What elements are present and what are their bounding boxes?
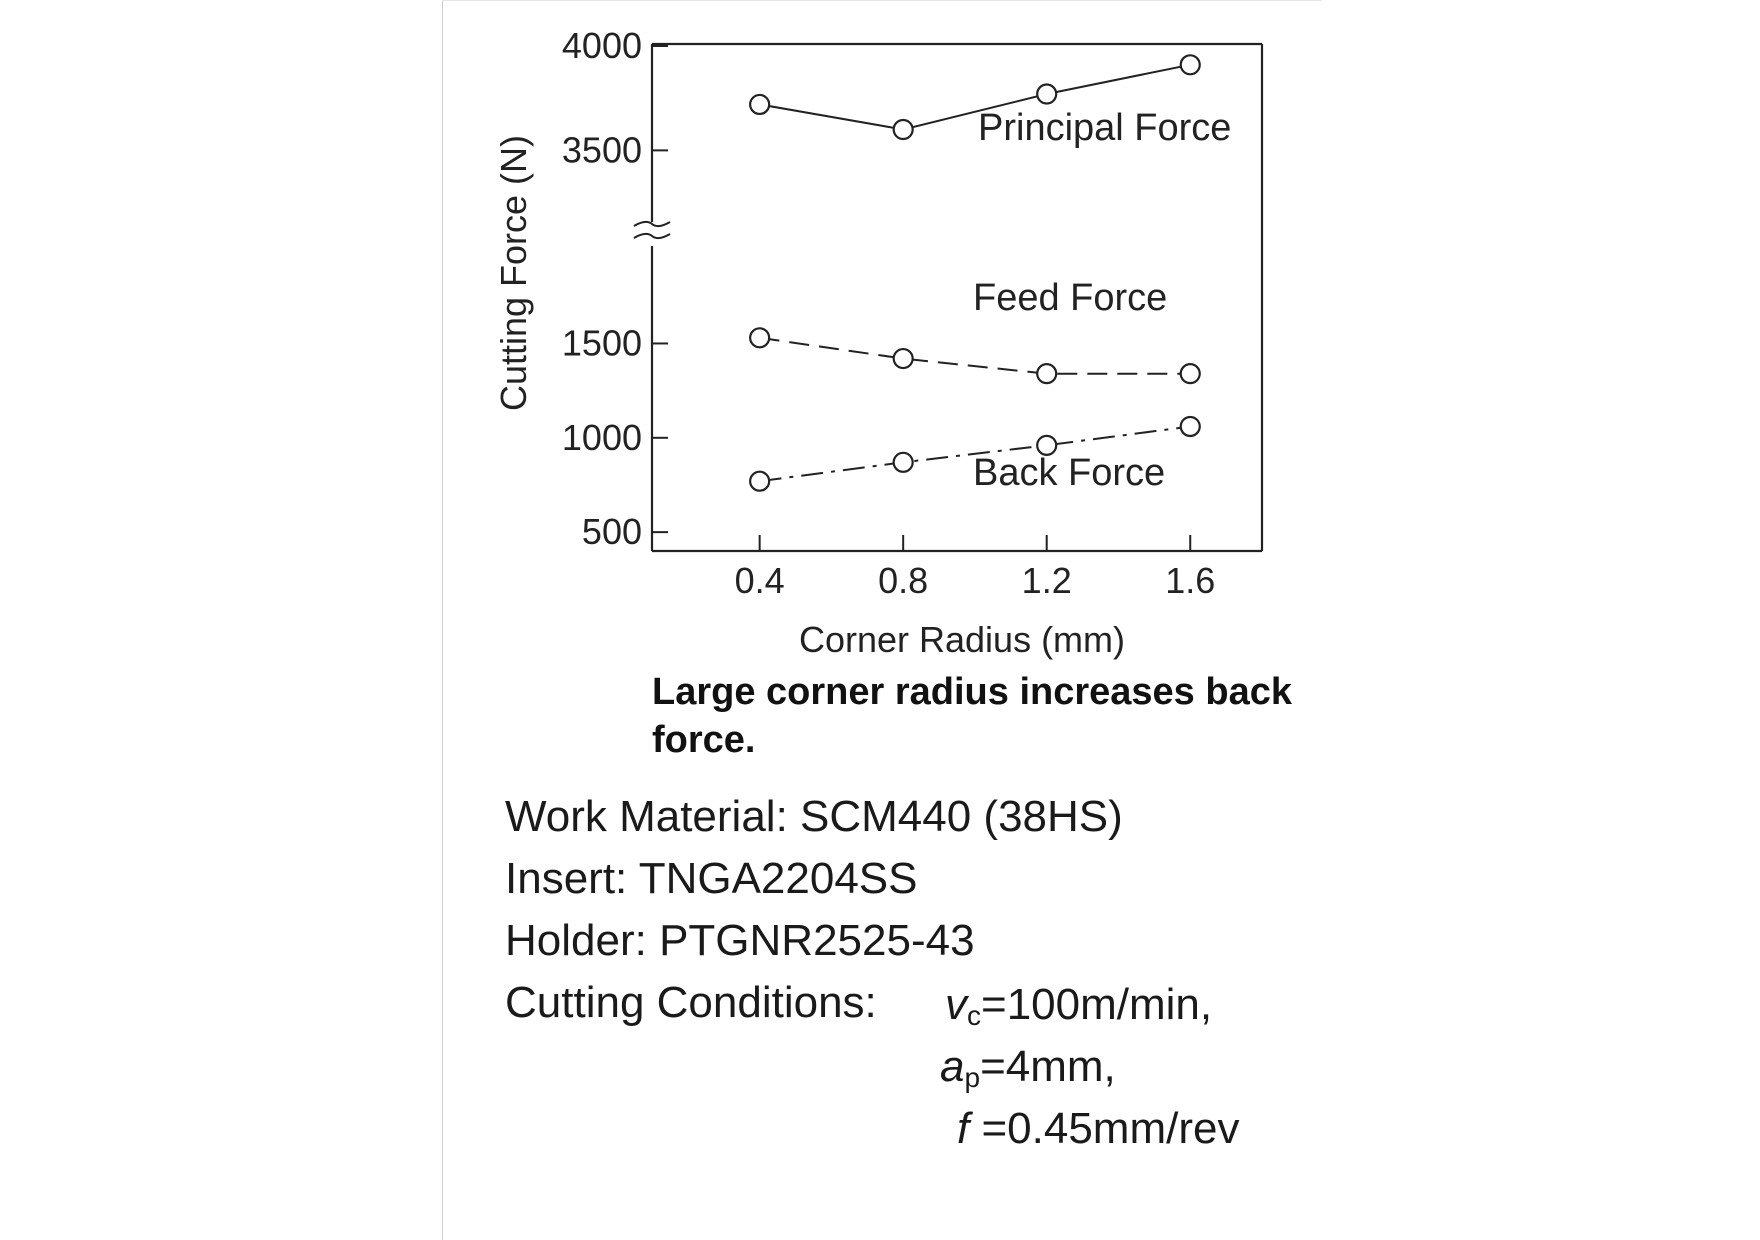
y-tick-label: 1500 bbox=[561, 322, 642, 364]
y-tick-label: 3500 bbox=[561, 129, 642, 171]
data-point bbox=[750, 328, 769, 347]
depth-of-cut-value: =4mm, bbox=[980, 1042, 1116, 1091]
data-point bbox=[894, 453, 913, 472]
cutting-speed bbox=[945, 980, 1212, 1032]
x-tick-label: 0.8 bbox=[878, 560, 929, 601]
y-tick-label: 1000 bbox=[561, 416, 642, 458]
data-point bbox=[1037, 85, 1056, 104]
feed-rate-symbol: f bbox=[957, 1104, 970, 1153]
x-tick-label: 0.4 bbox=[734, 560, 785, 601]
data-point bbox=[1037, 364, 1056, 383]
data-point bbox=[894, 349, 913, 368]
x-tick-label: 1.6 bbox=[1165, 560, 1216, 601]
data-point bbox=[750, 95, 769, 114]
data-point bbox=[1181, 417, 1200, 436]
data-point bbox=[1181, 55, 1200, 74]
series-label: Back Force bbox=[973, 452, 1166, 494]
holder: Holder: PTGNR2525-43 bbox=[505, 916, 975, 965]
chart-labels bbox=[493, 107, 1231, 660]
x-axis-title: Corner Radius (mm) bbox=[798, 619, 1126, 660]
cutting-speed-subscript: c bbox=[967, 1000, 981, 1031]
depth-of-cut bbox=[940, 1042, 1116, 1094]
axis-break-mark-lower bbox=[634, 234, 670, 238]
cutting-speed-value: =100m/min, bbox=[981, 980, 1213, 1029]
y-tick-label: 4000 bbox=[561, 25, 642, 66]
work-material: Work Material: SCM440 (38HS) bbox=[505, 792, 1123, 841]
chart-caption: Large corner radius increases back force. bbox=[652, 671, 1292, 761]
x-tick-label: 1.2 bbox=[1021, 560, 1072, 601]
data-point bbox=[894, 120, 913, 139]
cutting-conditions-label: Cutting Conditions: bbox=[505, 978, 877, 1027]
series-label: Principal Force bbox=[978, 107, 1232, 149]
depth-of-cut-subscript: p bbox=[964, 1062, 981, 1093]
data-point bbox=[750, 472, 769, 491]
feed-rate-value: =0.45mm/rev bbox=[981, 1104, 1240, 1153]
series-label: Feed Force bbox=[973, 277, 1168, 319]
y-tick-label: 500 bbox=[581, 511, 642, 553]
axis-break-mark-upper bbox=[634, 222, 670, 226]
y-axis-title: Cutting Force (N) bbox=[493, 134, 534, 412]
data-point bbox=[1181, 364, 1200, 383]
series-line-1 bbox=[760, 338, 1191, 374]
cutting-speed-symbol: v bbox=[945, 980, 967, 1029]
depth-of-cut-symbol: a bbox=[940, 1042, 965, 1091]
insert: Insert: TNGA2204SS bbox=[505, 854, 918, 903]
feed-rate bbox=[957, 1104, 1239, 1154]
